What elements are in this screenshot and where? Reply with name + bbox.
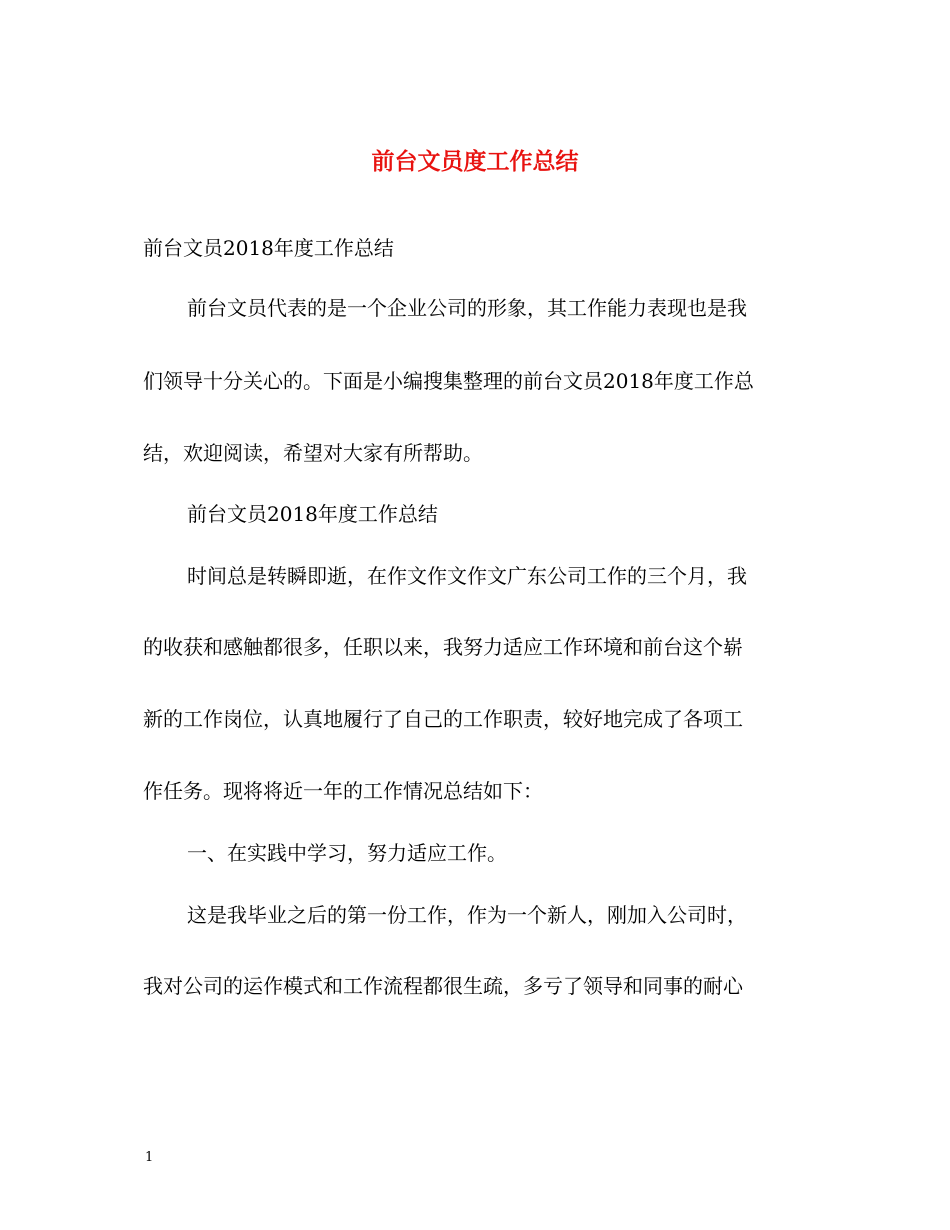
paragraph-line: 时间总是转瞬即逝，在作文作文作文广东公司工作的三个月，我	[187, 564, 747, 588]
paragraph-line: 们领导十分关心的。下面是小编搜集整理的前台文员2018年度工作总	[143, 369, 754, 393]
subtitle-line: 前台文员2018年度工作总结	[143, 236, 394, 260]
paragraph-line: 我对公司的运作模式和工作流程都很生疏，多亏了领导和同事的耐心	[143, 974, 743, 998]
section-heading-line: 前台文员2018年度工作总结	[187, 502, 438, 526]
paragraph-line: 结，欢迎阅读，希望对大家有所帮助。	[143, 441, 483, 465]
paragraph-line: 的收获和感触都很多，任职以来，我努力适应工作环境和前台这个崭	[143, 635, 743, 659]
paragraph-line: 新的工作岗位，认真地履行了自己的工作职责，较好地完成了各项工	[143, 707, 743, 731]
paragraph-line: 这是我毕业之后的第一份工作，作为一个新人，刚加入公司时，	[187, 903, 747, 927]
paragraph-line: 作任务。现将将近一年的工作情况总结如下：	[143, 779, 543, 803]
section-heading-line: 一、在实践中学习，努力适应工作。	[187, 841, 507, 865]
paragraph-line: 前台文员代表的是一个企业公司的形象，其工作能力表现也是我	[187, 296, 747, 320]
page-number: 1	[145, 1150, 154, 1165]
page-title: 前台文员度工作总结	[371, 148, 579, 175]
